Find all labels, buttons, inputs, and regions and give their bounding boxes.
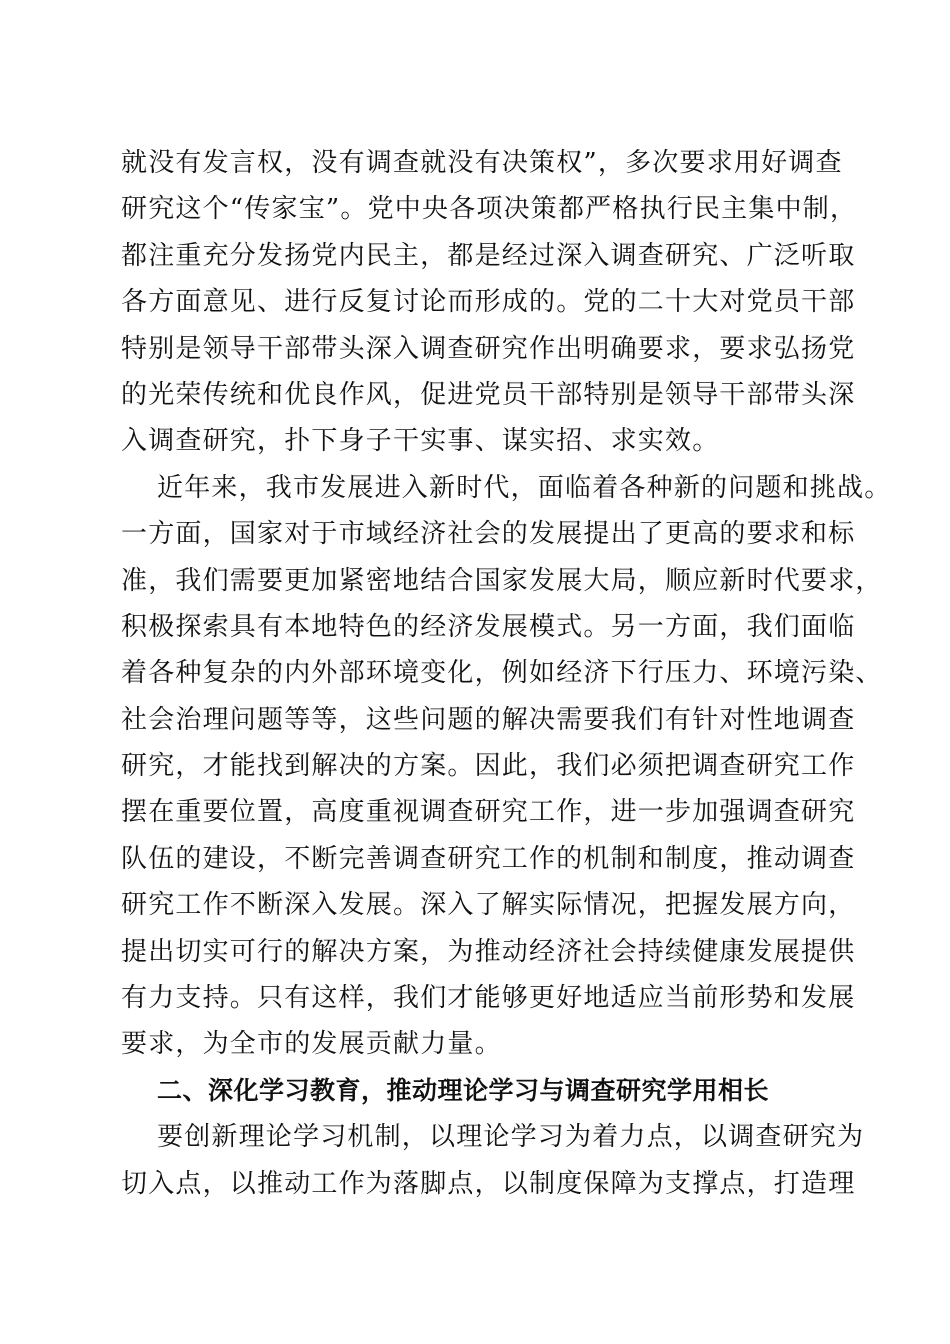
text-line: 的光荣传统和优良作风，促进党员干部特别是领导干部带头深 — [121, 379, 856, 410]
text-line: 准，我们需要更加紧密地结合国家发展大局，顺应新时代要求， — [121, 565, 883, 596]
paragraph-3 — [121, 1114, 865, 1207]
text-line: 提出切实可行的解决方案，为推动经济社会持续健康发展提供 — [121, 936, 856, 967]
document-body — [121, 140, 892, 1207]
text-line: 研究，才能找到解决的方案。因此，我们必须把调查研究工作 — [121, 751, 856, 782]
text-line: 摆在重要位置，高度重视调查研究工作，进一步加强调查研究 — [121, 797, 856, 828]
text-line: 社会治理问题等等，这些问题的解决需要我们有针对性地调查 — [121, 704, 856, 735]
paragraph-1 — [121, 140, 858, 465]
text-line: 就没有发言权，没有调查就没有决策权”，多次要求用好调查 — [121, 148, 843, 178]
text-line: 都注重充分发扬党内民主，都是经过深入调查研究、广泛听取 — [121, 240, 856, 271]
text-line: 近年来，我市发展进入新时代，面临着各种新的问题和挑战。 — [157, 472, 892, 503]
text-line: 研究这个“传家宝”。党中央各项决策都严格执行民主集中制， — [121, 194, 858, 225]
paragraph-2 — [121, 465, 892, 1068]
text-line: 要创新理论学习机制，以理论学习为着力点，以调查研究为 — [157, 1122, 865, 1153]
text-line: 各方面意见、进行反复讨论而形成的。党的二十大对党员干部 — [121, 287, 856, 318]
text-line: 有力支持。只有这样，我们才能够更好地适应当前形势和发展 — [121, 983, 856, 1014]
text-line: 队伍的建设，不断完善调查研究工作的机制和制度，推动调查 — [121, 843, 856, 874]
text-line: 特别是领导干部带头深入调查研究作出明确要求，要求弘扬党 — [121, 333, 856, 364]
text-line: 一方面，国家对于市域经济社会的发展提出了更高的要求和标 — [121, 519, 856, 550]
text-line: 积极探索具有本地特色的经济发展模式。另一方面，我们面临 — [121, 611, 856, 642]
text-line: 着各种复杂的内外部环境变化，例如经济下行压力、环境污染、 — [121, 658, 883, 689]
text-line: 研究工作不断深入发展。深入了解实际情况，把握发展方向， — [121, 890, 856, 921]
text-line: 入调查研究，扑下身子干实事、谋实招、求实效。 — [121, 426, 720, 457]
text-line: 要求，为全市的发展贡献力量。 — [121, 1029, 502, 1060]
section-heading: 二、深化学习教育，推动理论学习与调查研究学用相长 — [157, 1075, 770, 1105]
text-line: 切入点，以推动工作为落脚点，以制度保障为支撑点，打造理 — [121, 1168, 856, 1199]
